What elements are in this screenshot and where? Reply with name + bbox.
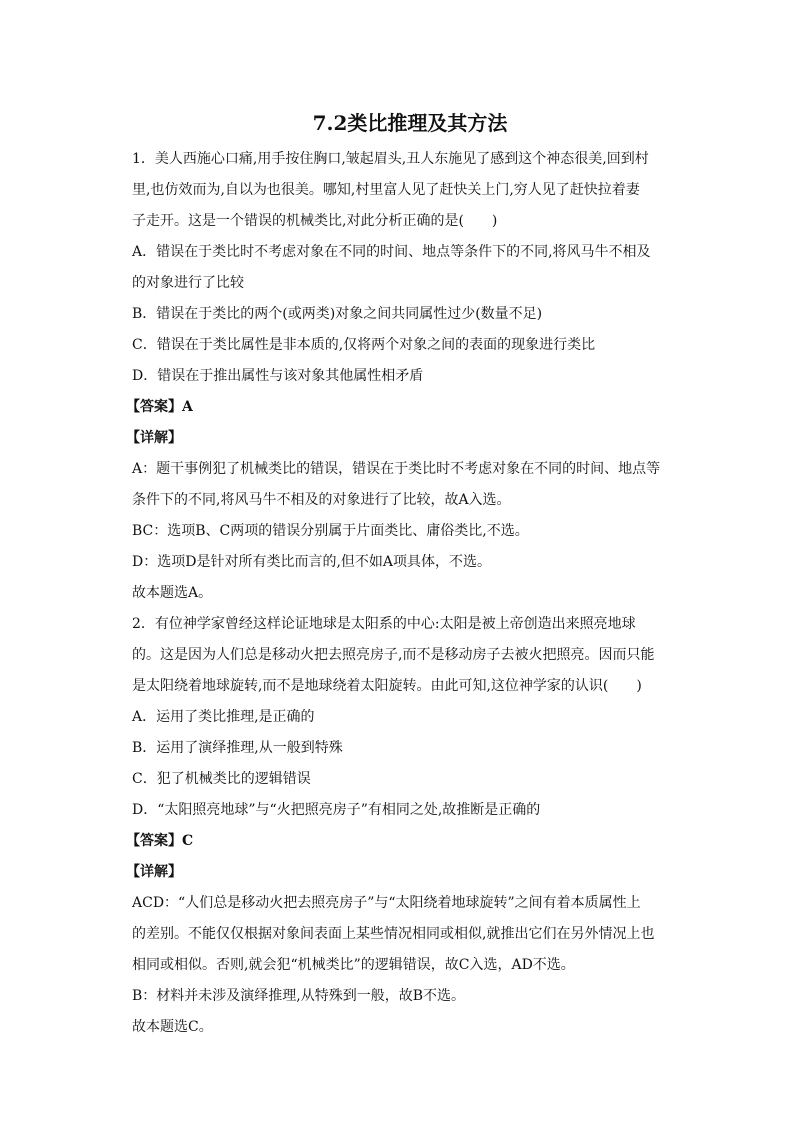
explanation-line: B：材料并未涉及演绎推理,从特殊到一般，故B不选。	[132, 988, 466, 1004]
explanation-line: D：选项D是针对所有类比而言的,但不如A项具体，不选。	[132, 554, 492, 570]
question-2	[126, 609, 658, 1043]
detail-label: 【详解】	[126, 430, 182, 446]
option-c: C．错误在于类比属性是非本质的,仅将两个对象之间的表面的现象进行类比	[132, 337, 596, 353]
question-stem-line: 子走开。这是一个错误的机械类比,对此分析正确的是( )	[132, 213, 498, 229]
question-1	[126, 144, 661, 609]
answer-label: 【答案】C	[126, 833, 194, 849]
explanation-line: 故本题选C。	[132, 1019, 213, 1035]
question-stem-line: 里,也仿效而为,自以为也很美。哪知,村里富人见了赶快关上门,穷人见了赶快拉着妻	[132, 182, 640, 198]
explanation-line: A：题干事例犯了机械类比的错误，错误在于类比时不考虑对象在不同的时间、地点等	[132, 461, 661, 477]
question-stem-line: 2．有位神学家曾经这样论证地球是太阳系的中心:太阳是被上帝创造出来照亮地球	[132, 616, 636, 632]
explanation-line: 故本题选A。	[132, 585, 213, 601]
question-stem-line: 的。这是因为人们总是移动火把去照亮房子,而不是移动房子去被火把照亮。因而只能	[132, 647, 655, 663]
option-a-continued: 的对象进行了比较	[132, 275, 244, 291]
explanation-line: 条件下的不同,将风马牛不相及的对象进行了比较，故A入选。	[132, 492, 511, 508]
explanation-line: 的差别。不能仅仅根据对象间表面上某些情况相同或相似,就推出它们在另外情况上也	[132, 926, 655, 942]
explanation-line: ACD：“人们总是移动火把去照亮房子”与“太阳绕着地球旋转”之间有着本质属性上	[132, 895, 641, 911]
option-b: B．错误在于类比的两个(或两类)对象之间共同属性过少(数量不足)	[132, 306, 543, 322]
option-b: B．运用了演绎推理,从一般到特殊	[132, 740, 343, 756]
option-c: C．犯了机械类比的逻辑错误	[132, 771, 311, 787]
explanation-line: BC：选项B、C两项的错误分别属于片面类比、庸俗类比,不选。	[132, 523, 529, 539]
answer-label: 【答案】A	[126, 399, 193, 415]
option-d: D．错误在于推出属性与该对象其他属性相矛盾	[132, 368, 424, 384]
detail-label: 【详解】	[126, 864, 182, 880]
explanation-line: 相同或相似。否则,就会犯“机械类比”的逻辑错误，故C入选，AD不选。	[132, 957, 575, 973]
option-a: A．运用了类比推理,是正确的	[132, 709, 315, 725]
option-d: D．“太阳照亮地球”与“火把照亮房子”有相同之处,故推断是正确的	[132, 802, 541, 818]
question-stem-line: 是太阳绕着地球旋转,而不是地球绕着太阳旋转。由此可知,这位神学家的认识( )	[132, 678, 642, 694]
question-stem-line: 1．美人西施心口痛,用手按住胸口,皱起眉头,丑人东施见了感到这个神态很美,回到村	[132, 151, 649, 167]
option-a: A．错误在于类比时不考虑对象在不同的时间、地点等条件下的不同,将风马牛不相及	[132, 244, 651, 260]
page-title: 7.2类比推理及其方法	[312, 111, 508, 135]
